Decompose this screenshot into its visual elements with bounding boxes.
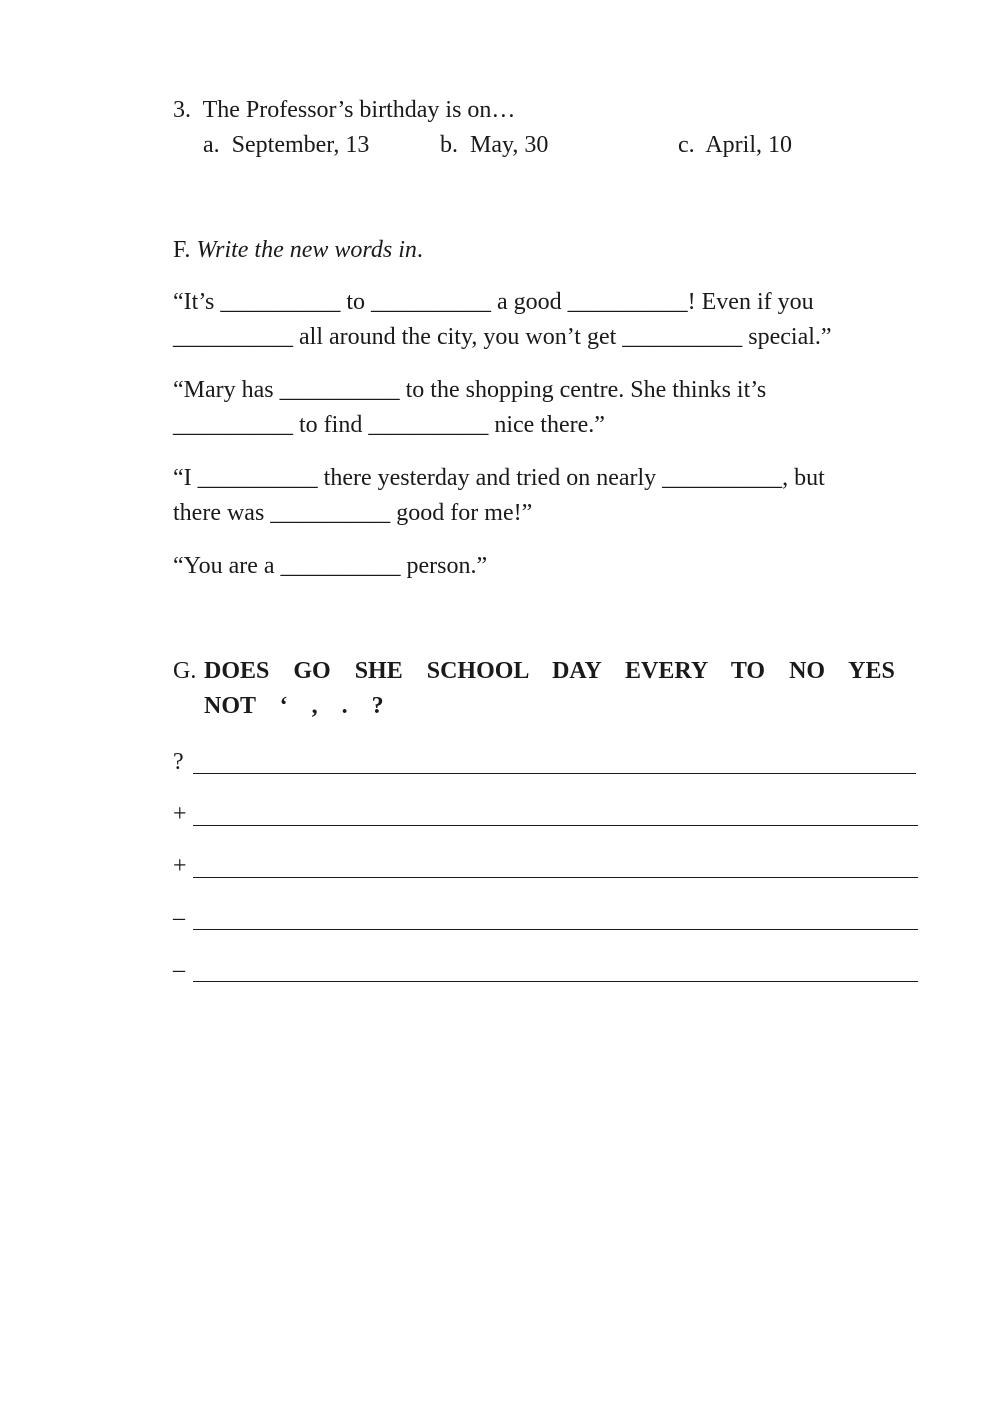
question-3-stem: 3. The Professor’s birthday is on… <box>173 97 516 123</box>
section-f-letter: F. <box>173 237 197 263</box>
answer-symbol: ? <box>173 749 184 775</box>
fill-in-line[interactable]: “You are a __________ person.” <box>173 553 488 579</box>
section-f-instruction: Write the new words in <box>196 237 417 263</box>
section-f-heading <box>173 238 423 262</box>
answer-blank[interactable] <box>193 751 916 774</box>
answer-symbol: – <box>173 957 185 983</box>
fill-in-line[interactable]: “It’s __________ to __________ a good __________! Even if you <box>173 289 814 315</box>
fill-in-line[interactable]: __________ to find __________ nice there.” <box>173 412 605 438</box>
answer-blank[interactable] <box>193 959 918 982</box>
section-g-letter: G. <box>173 658 197 684</box>
section-g-word-bank-line-1: DOES GO SHE SCHOOL DAY EVERY TO NO YES <box>204 658 895 684</box>
answer-symbol: – <box>173 905 185 931</box>
answer-line-positive[interactable] <box>173 800 918 826</box>
option-b[interactable]: b. May, 30 <box>440 132 549 158</box>
answer-line-negative[interactable] <box>173 904 918 930</box>
option-a[interactable]: a. September, 13 <box>203 132 370 158</box>
section-f-period: . <box>416 237 423 263</box>
fill-in-line[interactable]: __________ all around the city, you won’t get __________ special.” <box>173 324 832 350</box>
answer-blank[interactable] <box>193 803 918 826</box>
option-c[interactable]: c. April, 10 <box>678 132 792 158</box>
answer-symbol: + <box>173 853 187 879</box>
answer-symbol: + <box>173 801 187 827</box>
fill-in-line[interactable]: there was __________ good for me!” <box>173 500 533 526</box>
answer-line-positive[interactable] <box>173 852 918 878</box>
section-g-word-bank-line-2: NOT ‘ , . ? <box>204 693 384 719</box>
fill-in-line[interactable]: “Mary has __________ to the shopping centre. She thinks it’s <box>173 377 767 403</box>
fill-in-line[interactable]: “I __________ there yesterday and tried on nearly __________, but <box>173 465 825 491</box>
answer-line-negative[interactable] <box>173 956 918 982</box>
answer-line-question[interactable] <box>173 748 916 774</box>
answer-blank[interactable] <box>193 855 918 878</box>
answer-blank[interactable] <box>193 907 918 930</box>
